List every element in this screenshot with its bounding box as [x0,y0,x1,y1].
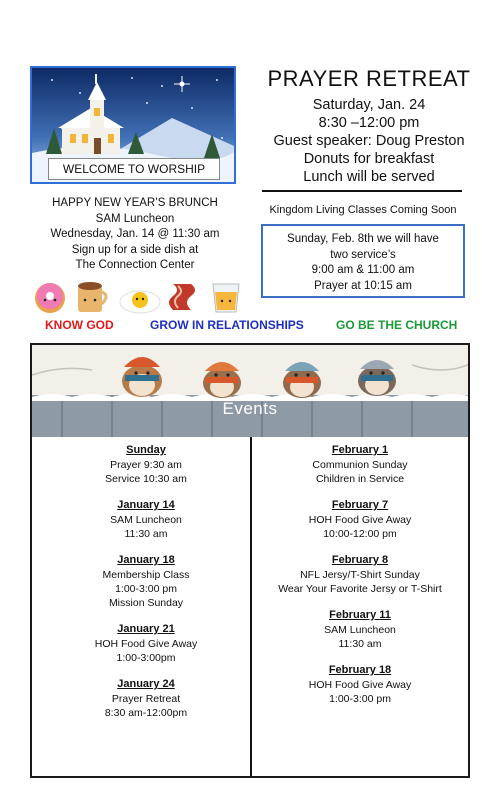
juice-glass-icon [213,284,239,312]
event-line: 1:00-3:00 pm [115,583,177,595]
tagline-go: GO BE THE CHURCH [336,318,458,332]
event-date: January 14 [117,499,175,511]
tagline-grow: GROW IN RELATIONSHIPS [150,318,304,332]
event-date: January 24 [117,678,175,690]
brunch-title: HAPPY NEW YEAR’S BRUNCH [52,197,218,209]
retreat-divider [262,190,462,192]
sunday-box-line: 9:00 am & 11:00 am [311,264,415,276]
event-line: 1:00-3:00 pm [329,693,391,705]
event-line: 11:30 am [338,638,382,650]
welcome-label: WELCOME TO WORSHIP [48,158,220,180]
retreat-title: PRAYER RETREAT [267,66,471,91]
event-date: February 8 [331,554,389,566]
event-item [46,498,246,541]
event-line: 1:00-3:00pm [116,652,176,664]
sunday-services-box [261,224,465,298]
winter-birds-banner [32,345,468,437]
brunch-line: SAM Luncheon [95,212,175,225]
donut-icon [35,283,65,313]
brunch-announcement [30,196,240,274]
event-line: Service 10:30 am [105,473,187,485]
events-left-column [46,443,246,732]
event-item [46,443,246,486]
event-line: 11:30 am [124,528,168,540]
brunch-line: The Connection Center [75,259,195,271]
coffee-cup-icon [78,282,106,312]
event-line: NFL Jersy/T-Shirt Sunday [300,569,420,581]
event-line: HOH Food Give Away [308,514,412,526]
retreat-time: 8:30 –12:00 pm [318,115,420,131]
event-item [260,608,460,651]
event-item [260,443,460,486]
event-line: Mission Sunday [108,597,184,609]
sunday-box-line: Sunday, Feb. 8th we will have [287,233,439,245]
event-date: February 18 [328,664,392,676]
tagline-know-god: KNOW GOD [45,318,114,332]
event-line: Children in Service [315,473,405,485]
event-line: 10:00-12:00 pm [323,528,397,540]
event-line: Wear Your Favorite Jersy or T-Shirt [278,583,442,595]
event-line: SAM Luncheon [324,624,396,636]
event-line: HOH Food Give Away [308,679,412,691]
event-item [46,677,246,720]
event-line: HOH Food Give Away [94,638,198,650]
brunch-line: Sign up for a side dish at [71,243,199,256]
event-line: 8:30 am-12:00pm [104,707,188,719]
kingdom-classes-note: Kingdom Living Classes Coming Soon [269,204,457,216]
fried-egg-icon [120,291,160,313]
event-item [46,622,246,665]
retreat-details [258,96,480,186]
retreat-speaker: Guest speaker: Doug Preston [273,133,465,149]
event-date: January 18 [117,554,175,566]
event-date: January 21 [117,623,175,635]
event-item [46,553,246,610]
event-line: Prayer 9:30 am [110,459,182,471]
bacon-icon [169,284,195,310]
brunch-line: Wednesday, Jan. 14 @ 11:30 am [50,228,220,240]
event-line: SAM Luncheon [110,514,182,526]
event-date: February 11 [329,609,391,621]
tagline [0,318,500,336]
events-right-column [260,443,460,718]
event-item [260,553,460,596]
sunday-box-line: Prayer at 10:15 am [314,279,412,292]
events-panel [30,343,470,778]
events-title: Events [222,399,278,418]
event-line: Prayer Retreat [111,693,181,705]
breakfast-food-illustration [28,276,258,316]
event-item [260,663,460,706]
event-item [260,498,460,541]
retreat-lunch: Lunch will be served [303,169,435,185]
retreat-date: Saturday, Jan. 24 [312,97,426,113]
event-line: Membership Class [102,569,190,581]
sunday-box-line: two service’s [330,248,396,261]
event-date: February 1 [331,444,389,456]
retreat-breakfast: Donuts for breakfast [303,151,435,167]
event-date: Sunday [126,444,166,456]
event-line: Communion Sunday [312,459,408,471]
event-date: February 7 [331,499,389,511]
events-column-divider [250,437,252,777]
